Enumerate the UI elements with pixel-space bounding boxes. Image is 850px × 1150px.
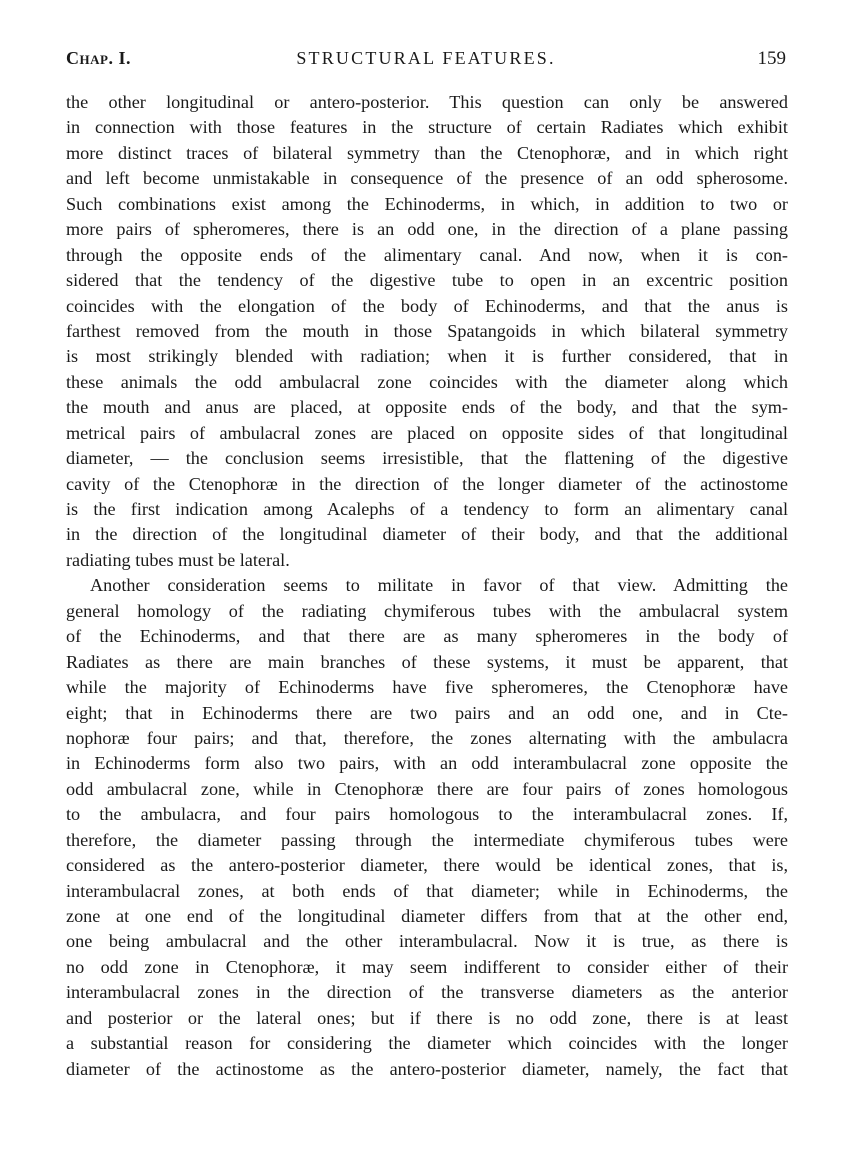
text-line: in connection with those features in the structure of certain Radiates which exhibit (66, 117, 788, 138)
text-line: interambulacral zones in the direction of the transverse diameters as the anterior (66, 982, 788, 1003)
text-line: general homology of the radiating chymiferous tubes with the ambulacral system (66, 600, 788, 621)
body-text (66, 90, 788, 1082)
text-line: no odd zone in Ctenophoræ, it may seem indifferent to consider either of their (66, 956, 788, 977)
text-line: these animals the odd ambulacral zone coincides with the diameter along which (66, 371, 788, 392)
text-line: to the ambulacra, and four pairs homologous to the interambulacral zones. If, (66, 804, 788, 825)
text-line: one being ambulacral and the other interambulacral. Now it is true, as there is (66, 931, 788, 952)
text-line: considered as the antero-posterior diameter, there would be identical zones, that is, (66, 855, 788, 876)
text-line: therefore, the diameter passing through the intermediate chymiferous tubes were (66, 829, 788, 850)
text-line: more pairs of spheromeres, there is an odd one, in the direction of a plane passing (66, 219, 788, 240)
text-line: is the first indication among Acalephs of a tendency to form an alimentary canal (66, 499, 788, 519)
text-line: the other longitudinal or antero-posterior. This question can only be answered (66, 92, 788, 112)
text-line: the mouth and anus are placed, at opposite ends of the body, and that the sym- (66, 397, 788, 418)
text-line: zone at one end of the longitudinal diameter differs from that at the other end, (66, 906, 788, 926)
chapter-label: Chap. I. (66, 48, 131, 68)
text-line: in the direction of the longitudinal diameter of their body, and that the additional (66, 524, 788, 545)
text-line: Radiates as there are main branches of these systems, it must be apparent, that (66, 651, 788, 672)
text-line: coincides with the elongation of the body of Echinoderms, and that the anus is (66, 295, 788, 316)
paragraph (66, 573, 788, 1082)
text-line: through the opposite ends of the alimentary canal. And now, when it is con- (66, 244, 788, 265)
text-line: more distinct traces of bilateral symmetry than the Ctenophoræ, and in which right (66, 142, 788, 163)
text-line: eight; that in Echinoderms there are two pairs and an odd one, and in Cte- (66, 702, 788, 723)
text-line: diameter, — the conclusion seems irresistible, that the flattening of the digestive (66, 448, 788, 469)
text-line: in Echinoderms form also two pairs, with an odd interambulacral zone opposite the (66, 753, 788, 774)
text-line: diameter of the actinostome as the antero-posterior diameter, namely, the fact that (66, 1058, 788, 1079)
text-line: a substantial reason for considering the diameter which coincides with the longer (66, 1033, 788, 1054)
text-line: cavity of the Ctenophoræ in the direction of the longer diameter of the actinostome (66, 473, 788, 494)
text-line: nophoræ four pairs; and that, therefore, the zones alternating with the ambulacra (66, 727, 788, 748)
text-line: Such combinations exist among the Echinoderms, in which, in addition to two or (66, 193, 788, 214)
text-line: odd ambulacral zone, while in Ctenophoræ there are four pairs of zones homologous (66, 778, 788, 799)
running-title: STRUCTURAL FEATURES. (296, 48, 556, 68)
text-line: Another consideration seems to militate in favor of that view. Admitting the (90, 575, 788, 596)
text-line: of the Echinoderms, and that there are as many spheromeres in the body of (66, 626, 788, 647)
text-line: metrical pairs of ambulacral zones are placed on opposite sides of that longitudinal (66, 422, 788, 443)
text-line: while the majority of Echinoderms have five spheromeres, the Ctenophoræ have (66, 677, 788, 698)
paragraph (66, 90, 788, 573)
text-line: interambulacral zones, at both ends of that diameter; while in Echinoderms, the (66, 880, 788, 901)
text-line: and posterior or the lateral ones; but if there is no odd zone, there is at least (66, 1007, 788, 1028)
text-line: radiating tubes must be lateral. (66, 549, 290, 570)
page-number: 159 (757, 48, 786, 69)
text-line: farthest removed from the mouth in those Spatangoids in which bilateral symmetry (66, 320, 788, 341)
text-line: is most strikingly blended with radiation; when it is further considered, that in (66, 346, 788, 367)
text-line: and left become unmistakable in consequence of the presence of an odd spherosome. (66, 168, 788, 189)
running-head (66, 44, 786, 74)
text-line: sidered that the tendency of the digestive tube to open in an excentric position (66, 270, 788, 291)
